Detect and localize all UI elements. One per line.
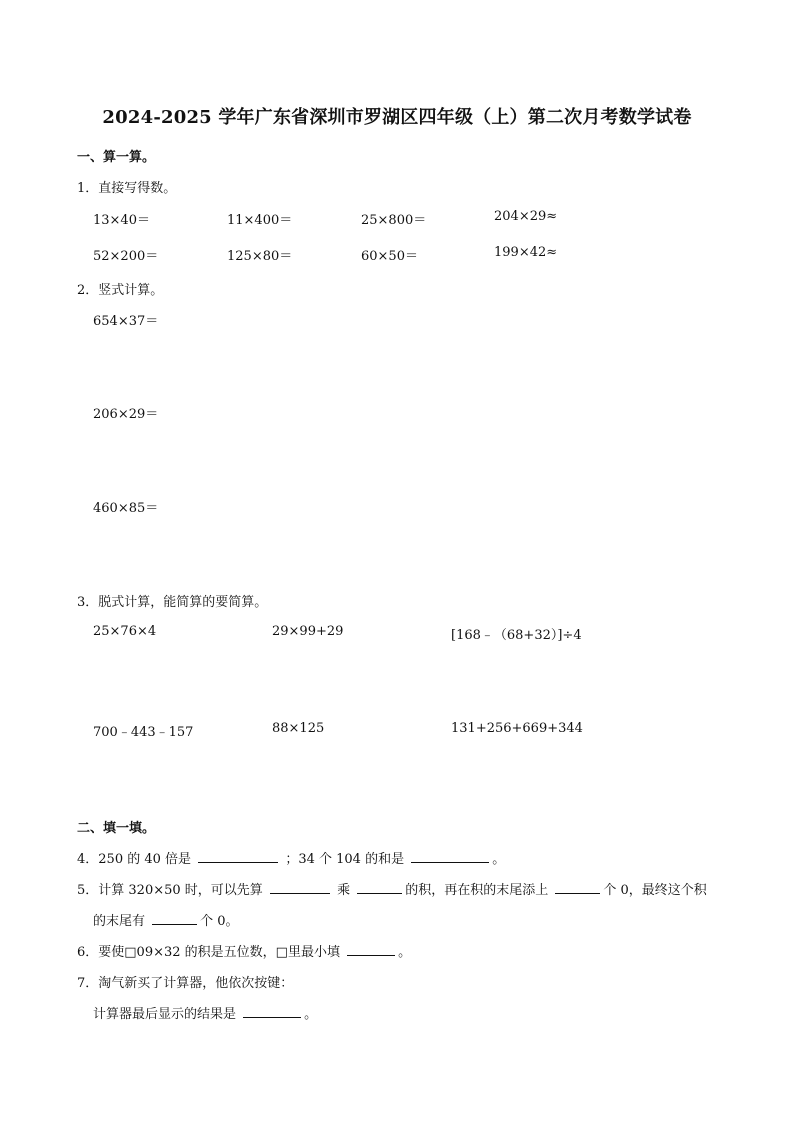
question-7-text-2: 计算器最后显示的结果是 <box>93 1007 237 1022</box>
expression-item: 88×125 <box>272 721 325 736</box>
vertical-calc-item: 206×29＝ <box>93 407 159 422</box>
question-7-label: 7．淘气新买了计算器，他依次按键： <box>77 976 294 991</box>
section-heading-2: 二、填一填。 <box>77 821 156 836</box>
expression-item: [168﹣（68+32）]÷4 <box>451 628 582 643</box>
answer-blank[interactable] <box>555 881 600 894</box>
answer-blank[interactable] <box>243 1005 301 1018</box>
mental-calc-item: 204×29≈ <box>494 209 558 224</box>
expression-item: 25×76×4 <box>93 624 157 639</box>
vertical-calc-item: 654×37＝ <box>93 314 159 329</box>
answer-blank[interactable] <box>411 850 489 863</box>
question-6-text-1: 6．要使□09×32 的积是五位数，□里最小填 <box>77 945 340 960</box>
question-5-text-6: 个 0。 <box>200 914 239 929</box>
page-title: 2024-2025 学年广东省深圳市罗湖区四年级（上）第二次月考数学试卷 <box>102 107 692 128</box>
mental-calc-item: 60×50＝ <box>361 249 418 264</box>
answer-blank[interactable] <box>357 881 402 894</box>
section-heading-1: 一、算一算。 <box>77 150 156 165</box>
question-5-text-2: 乘 <box>337 883 351 898</box>
question-1-label: 1．直接写得数。 <box>77 181 177 196</box>
question-4-text-1: 4．250 的 40 倍是 <box>77 852 192 867</box>
question-6 <box>77 941 411 960</box>
expression-item: 131+256+669+344 <box>451 721 583 736</box>
mental-calc-item: 125×80＝ <box>227 249 293 264</box>
question-3-label: 3．脱式计算，能简算的要简算。 <box>77 595 268 610</box>
question-5-text-3: 的积，再在积的末尾添上 <box>405 883 549 898</box>
expression-item: 700﹣443﹣157 <box>93 725 194 740</box>
question-7-text-3: 。 <box>304 1007 318 1022</box>
question-6-text-2: 。 <box>398 945 412 960</box>
question-7-result-line <box>93 1003 317 1022</box>
question-5-line-2 <box>93 910 239 929</box>
question-4-text-3: 。 <box>492 852 506 867</box>
question-2-label: 2．竖式计算。 <box>77 283 164 298</box>
answer-blank[interactable] <box>152 912 197 925</box>
mental-calc-item: 25×800＝ <box>361 213 427 228</box>
vertical-calc-item: 460×85＝ <box>93 501 159 516</box>
expression-item: 29×99+29 <box>272 624 344 639</box>
answer-blank[interactable] <box>270 881 330 894</box>
question-5-text-1: 5．计算 320×50 时，可以先算 <box>77 883 263 898</box>
mental-calc-item: 13×40＝ <box>93 213 150 228</box>
mental-calc-item: 11×400＝ <box>227 213 293 228</box>
question-5-text-5: 的末尾有 <box>93 914 146 929</box>
answer-blank[interactable] <box>198 850 278 863</box>
mental-calc-item: 52×200＝ <box>93 249 159 264</box>
question-5-line-1 <box>77 879 707 898</box>
question-4 <box>77 848 505 867</box>
question-5-text-4: 个 0，最终这个积 <box>603 883 707 898</box>
question-4-text-2: ；34 个 104 的和是 <box>285 852 405 867</box>
answer-blank[interactable] <box>347 943 395 956</box>
mental-calc-item: 199×42≈ <box>494 245 558 260</box>
